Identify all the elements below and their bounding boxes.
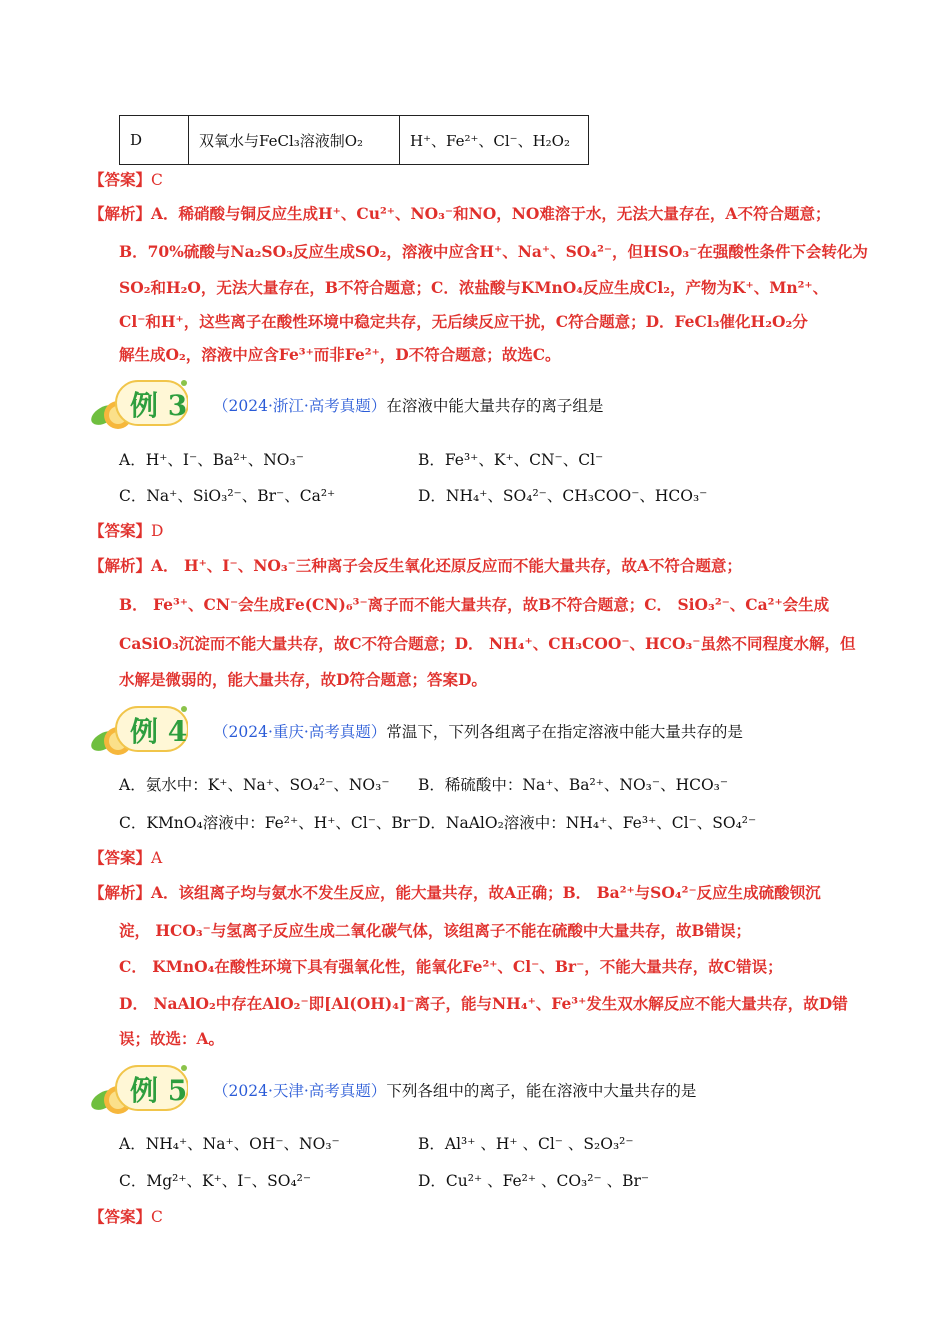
analysis-line [89, 554, 742, 576]
option-table [119, 115, 589, 165]
question-line [213, 720, 743, 742]
question-line [213, 394, 603, 416]
analysis-text: Cl⁻和H⁺，这些离子在酸性环境中稳定共存，无后续反应干扰，C符合题意；D．FeCl₃催化H₂O₂分 [119, 312, 808, 331]
question-line [213, 1079, 696, 1101]
analysis-text: C． KMnO₄在酸性环境下具有强氧化性，能氧化Fe²⁺、Cl⁻、Br⁻，不能大量共存，故C错误； [119, 957, 783, 976]
answer-value: D [151, 522, 164, 540]
answer-label: 【答案】 [89, 848, 152, 867]
question-text: 下列各组中的离子，能在溶液中大量共存的是 [386, 1082, 697, 1100]
analysis-line [89, 202, 830, 224]
option-d: D．NaAlO₂溶液中：NH₄⁺、Fe³⁺、Cl⁻、SO₄²⁻ [418, 814, 757, 832]
question-text: 常温下，下列各组离子在指定溶液中能大量共存的是 [386, 723, 743, 741]
table-row [120, 116, 589, 165]
option-b: B．Fe³⁺、K⁺、CN⁻、Cl⁻ [418, 451, 604, 469]
option-b: B．Al³⁺ 、H⁺ 、Cl⁻ 、S₂O₃²⁻ [418, 1135, 634, 1153]
answer-label: 【答案】 [89, 170, 152, 189]
option-b: B．稀硫酸中：Na⁺、Ba²⁺、NO₃⁻、HCO₃⁻ [418, 776, 729, 794]
analysis-text: B．70%硫酸与Na₂SO₃反应生成SO₂，溶液中应含H⁺、Na⁺、SO₄²⁻，但HSO₃⁻在强酸性条件下会转化为 [119, 242, 868, 261]
answer-label: 【答案】 [89, 1207, 152, 1226]
option-c: C．KMnO₄溶液中：Fe²⁺、H⁺、Cl⁻、Br⁻ [119, 814, 419, 832]
analysis-text: 解生成O₂，溶液中应含Fe³⁺而非Fe²⁺，D不符合题意；故选C。 [119, 345, 561, 364]
analysis-text: A．稀硝酸与铜反应生成H⁺、Cu²⁺、NO₃⁻和NO，NO难溶于水，无法大量存在，A不符合题意； [151, 204, 831, 223]
example-number: 例 3 [130, 389, 188, 422]
analysis-text: B． Fe³⁺、CN⁻会生成Fe(CN)₆³⁻离子而不能大量共存，故B不符合题意；C． SiO₃²⁻、Ca²⁺会生成 [119, 595, 830, 614]
table-cell-label: D [120, 116, 189, 165]
answer-line [89, 846, 162, 868]
answer-value: A [151, 849, 163, 867]
example-number: 例 5 [130, 1074, 188, 1107]
answer-line [89, 168, 163, 190]
answer-line [89, 1205, 163, 1227]
answer-line [89, 519, 163, 541]
option-d: D．NH₄⁺、SO₄²⁻、CH₃COO⁻、HCO₃⁻ [418, 487, 708, 505]
answer-value: C [151, 171, 163, 189]
option-c: C．Na⁺、SiO₃²⁻、Br⁻、Ca²⁺ [119, 487, 336, 505]
analysis-text: A．该组离子均与氨水不发生反应，能大量共存，故A正确；B． Ba²⁺与SO₄²⁻反应生成硫酸钡沉 [151, 883, 821, 902]
option-d: D．Cu²⁺ 、Fe²⁺ 、CO₃²⁻ 、Br⁻ [418, 1172, 650, 1190]
analysis-text: CaSiO₃沉淀而不能大量共存，故C不符合题意；D． NH₄⁺、CH₃COO⁻、HCO₃⁻虽然不同程度水解，但 [119, 634, 856, 653]
option-a: A．H⁺、I⁻、Ba²⁺、NO₃⁻ [119, 451, 304, 469]
answer-label: 【答案】 [89, 521, 152, 540]
table-cell-method: 双氧水与FeCl₃溶液制O₂ [189, 116, 400, 165]
example-number: 例 4 [130, 715, 188, 748]
analysis-text: SO₂和H₂O，无法大量存在，B不符合题意；C．浓盐酸与KMnO₄反应生成Cl₂，产物为K⁺、Mn²⁺、 [119, 278, 829, 297]
question-source: （2024·浙江·高考真题） [213, 397, 387, 415]
analysis-label: 【解析】 [89, 204, 152, 223]
analysis-text: D． NaAlO₂中存在AlO₂⁻即[Al(OH)₄]⁻离子，能与NH₄⁺、Fe³⁺发生双水解反应不能大量共存，故D错 [119, 994, 848, 1013]
answer-value: C [151, 1208, 163, 1226]
analysis-line [89, 881, 821, 903]
analysis-label: 【解析】 [89, 883, 152, 902]
analysis-text: A． H⁺、I⁻、NO₃⁻三种离子会反生氧化还原反应而不能大量共存，故A不符合题意； [151, 556, 742, 575]
question-source: （2024·重庆·高考真题） [213, 723, 387, 741]
question-text: 在溶液中能大量共存的离子组是 [386, 397, 604, 415]
option-a: A．NH₄⁺、Na⁺、OH⁻、NO₃⁻ [119, 1135, 340, 1153]
analysis-text: 水解是微弱的，能大量共存，故D符合题意；答案D。 [119, 670, 487, 689]
analysis-text: 误；故选：A。 [119, 1029, 225, 1048]
analysis-text: 淀， HCO₃⁻与氢离子反应生成二氧化碳气体，该组离子不能在硫酸中大量共存，故B错误； [119, 921, 751, 940]
option-c: C．Mg²⁺、K⁺、I⁻、SO₄²⁻ [119, 1172, 312, 1190]
table-cell-ions: H⁺、Fe²⁺、Cl⁻、H₂O₂ [400, 116, 589, 165]
question-source: （2024·天津·高考真题） [213, 1082, 387, 1100]
option-a: A．氨水中：K⁺、Na⁺、SO₄²⁻、NO₃⁻ [119, 776, 390, 794]
analysis-label: 【解析】 [89, 556, 152, 575]
